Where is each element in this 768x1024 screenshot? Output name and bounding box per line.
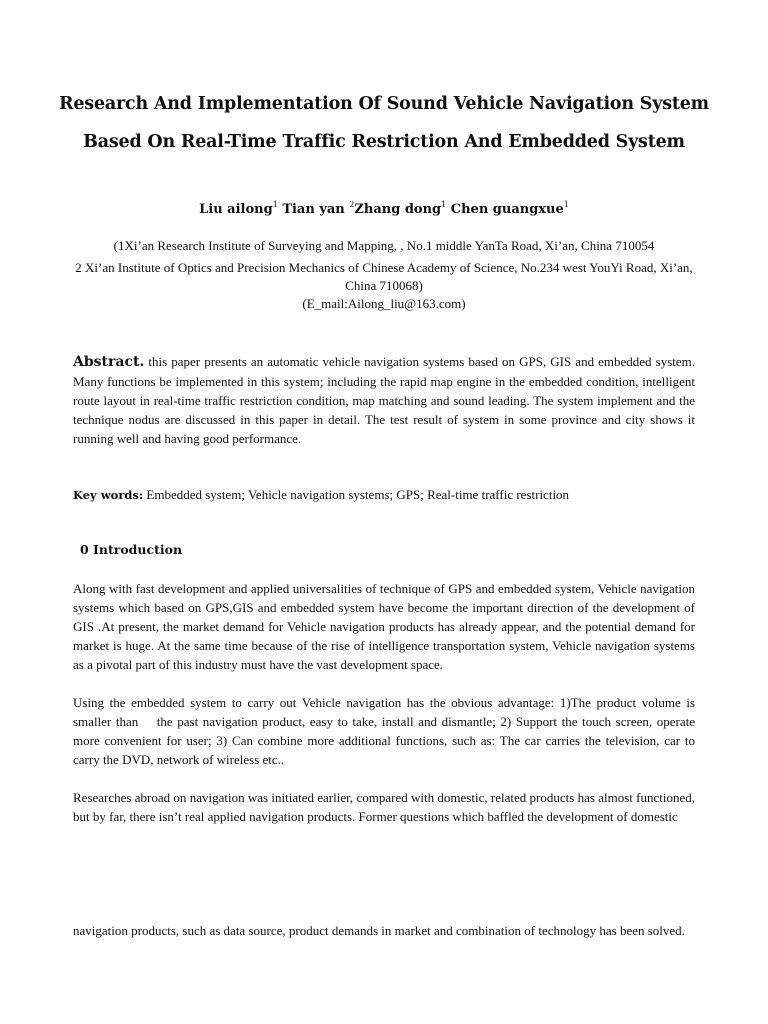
author-affiliation-mark: 1 — [272, 200, 278, 209]
author-name: Chen guangxue — [450, 202, 564, 217]
keywords — [73, 485, 695, 505]
paper-title-line-2: Based On Real-Time Traffic Restriction And Embedded System — [83, 132, 685, 152]
author-affiliation-mark: 1 — [563, 200, 569, 209]
paper-title-line-1: Research And Implementation Of Sound Vehicle Navigation System — [59, 94, 709, 114]
intro-paragraph-2: Using the embedded system to carry out Vehicle navigation has the obvious advantage: 1)The product volume is smaller than the past navigation product, easy to take, install and dismantle; 2) Support the touch screen, operate more convenient for user; 3) Can combine more additional functions, such as: The car carries the television, car to carry the DVD, network of wireless etc.. — [73, 695, 699, 767]
author-name: Tian yan — [282, 202, 345, 217]
author-affiliation-mark: 1 — [441, 200, 447, 209]
keywords-label: Key words: — [73, 488, 144, 502]
affiliation-1: (1Xi’an Research Institute of Surveying and Mapping, , No.1 middle YanTa Road, Xi’an, China 710054 — [113, 238, 655, 253]
affiliation-2: 2 Xi’an Institute of Optics and Precision Mechanics of Chinese Academy of Science, No.234 west YouYi Road, Xi’an, — [75, 260, 693, 275]
abstract-label: Abstract. — [73, 354, 145, 370]
affiliation-2-continued: China 710068) — [345, 278, 423, 293]
contact-email: (E_mail:Ailong_liu@163.com) — [302, 296, 466, 311]
abstract-text: this paper presents an automatic vehicle navigation systems based on GPS, GIS and embedded system. Many functions be implemented in this system; including the rapid map engine in the embedded condition, intelligent route layout in real-time traffic restriction condition, map matching and sound leading. The system implement and the technique nodus are discussed in this paper in detail. The test result of system in some province and city shows it running well and having good performance. — [73, 354, 695, 446]
intro-paragraph-4: navigation products, such as data source, product demands in market and combination of technology has been solved. — [73, 923, 685, 938]
author-affiliation-mark: 2 — [349, 200, 355, 209]
abstract — [73, 352, 695, 448]
intro-paragraph-3: Researches abroad on navigation was initiated earlier, compared with domestic, related products has almost functioned, but by far, there isn’t real applied navigation products. Former questions which baffled the development of domestic — [73, 790, 695, 824]
keywords-text: Embedded system; Vehicle navigation systems; GPS; Real-time traffic restriction — [146, 487, 570, 502]
author-name: Zhang dong — [354, 202, 442, 217]
author-name: Liu ailong — [199, 202, 273, 217]
author-list — [0, 200, 768, 217]
section-heading-introduction: 0 Introduction — [80, 542, 183, 557]
intro-paragraph-1: Along with fast development and applied universalities of technique of GPS and embedded system, Vehicle navigation systems which based on GPS,GIS and embedded system have become the important direction of the development of GIS .At present, the market demand for Vehicle navigation products has already appear, and the potential demand for market is huge. At the same time because of the rise of intelligence transportation system, Vehicle navigation systems as a pivotal part of this industry must have the vast development space. — [73, 581, 695, 672]
